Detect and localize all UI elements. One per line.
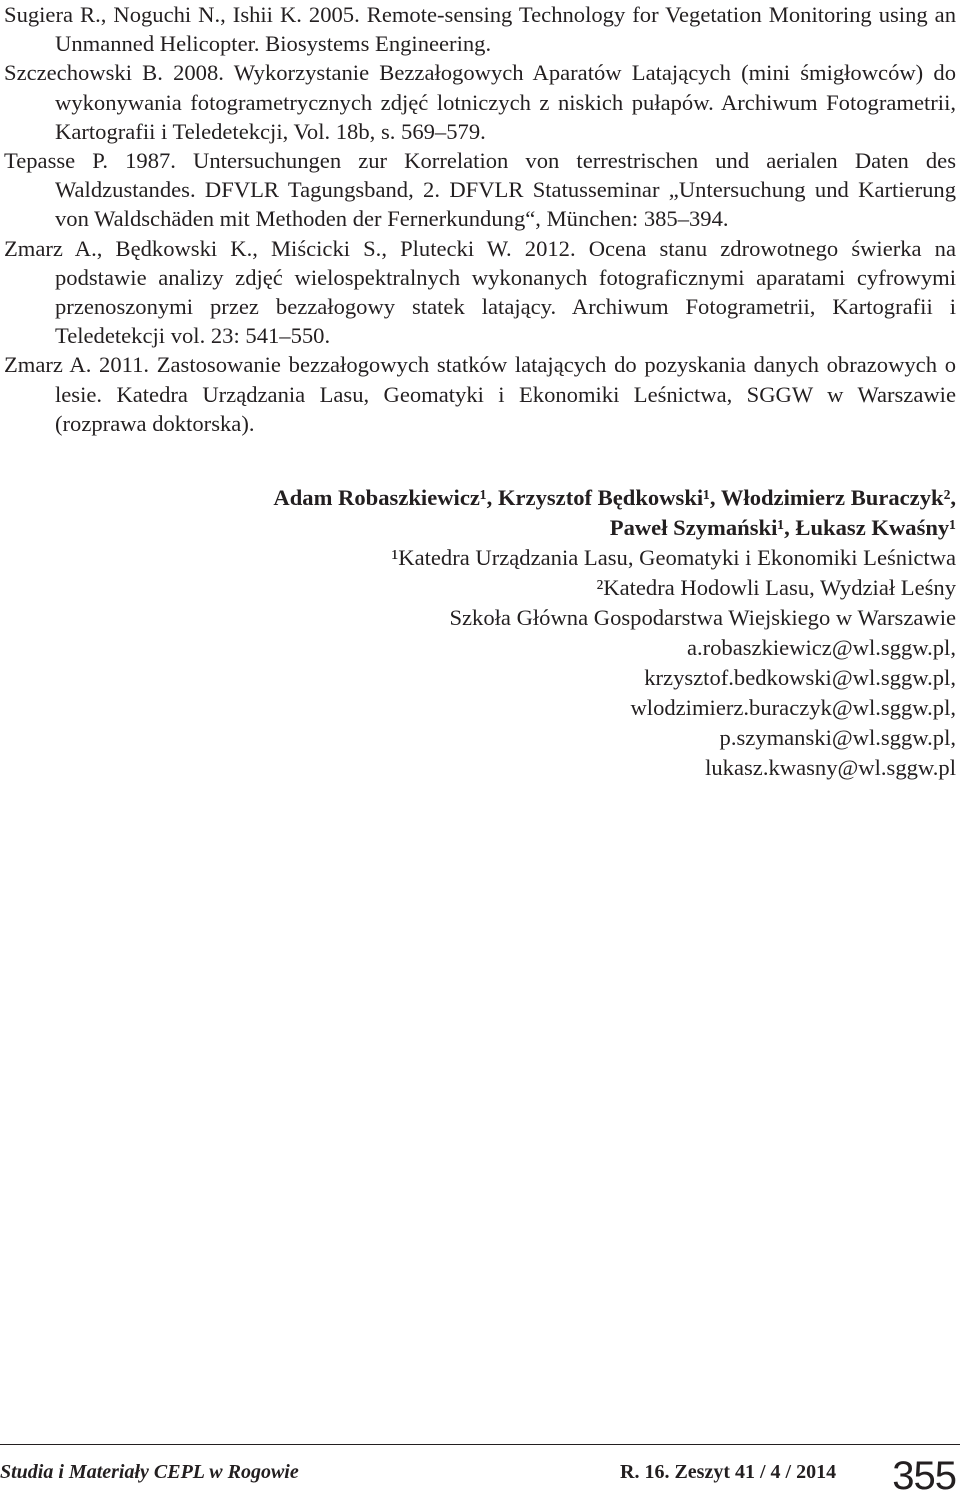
reference-item: Szczechowski B. 2008. Wykorzystanie Bezzałogowych Aparatów Latających (mini śmigłowców) do wykonywania fotogrametrycznych zdjęć lotniczych z niskich pułapów. Archiwum Fotogrametrii, Kartografii i Teledetekcji, Vol. 18b, s. 569–579.	[4, 60, 956, 144]
reference-item: Sugiera R., Noguchi N., Ishii K. 2005. Remote-sensing Technology for Vegetation Monitoring using an Unmanned Helicopter. Biosystems Engineering.	[4, 2, 956, 57]
issue-info: R. 16. Zeszyt 41 / 4 / 2014	[620, 1461, 837, 1483]
email-link[interactable]: lukasz.kwasny@wl.sggw.pl	[705, 755, 956, 780]
author-names-line-1: Adam Robaszkiewicz¹, Krzysztof Będkowski¹, Włodzimierz Buraczyk²,	[273, 485, 956, 510]
institution: Szkoła Główna Gospodarstwa Wiejskiego w Warszawie	[449, 605, 956, 630]
email-link[interactable]: p.szymanski@wl.sggw.pl,	[719, 725, 956, 750]
author-block	[56, 483, 956, 783]
reference-item: Zmarz A., Będkowski K., Miścicki S., Plutecki W. 2012. Ocena stanu zdrowotnego świerka na podstawie analizy zdjęć wielospektralnych wykonanych fotograficznymi aparatami cyfrowymi przenoszonymi przez bezzałogowy statek latający. Archiwum Fotogrametrii, Kartografii i Teledetekcji vol. 23: 541–550.	[4, 235, 956, 349]
reference-item: Zmarz A. 2011. Zastosowanie bezzałogowych statków latających do pozyskania danych obrazowych o lesie. Katedra Urządzania Lasu, Geomatyki i Ekonomiki Leśnictwa, SGGW w Warszawie (rozprawa doktorska).	[4, 352, 956, 436]
email-link[interactable]: wlodzimierz.buraczyk@wl.sggw.pl,	[630, 695, 956, 720]
email-link[interactable]: a.robaszkiewicz@wl.sggw.pl,	[686, 635, 956, 660]
page-number: 355	[892, 1454, 956, 1498]
author-names-line-2: Paweł Szymański¹, Łukasz Kwaśny¹	[609, 515, 956, 540]
affiliation-2: ²Katedra Hodowli Lasu, Wydział Leśny	[596, 575, 956, 600]
affiliation-1: ¹Katedra Urządzania Lasu, Geomatyki i Ekonomiki Leśnictwa	[391, 545, 956, 570]
email-link[interactable]: krzysztof.bedkowski@wl.sggw.pl,	[644, 665, 956, 690]
reference-list	[4, 0, 956, 438]
reference-item: Tepasse P. 1987. Untersuchungen zur Korrelation von terrestrischen und aerialen Daten des Waldzustandes. DFVLR Tagungsband, 2. DFVLR Statusseminar „Untersuchung und Kartierung von Waldschäden mit Methoden der Fernerkundung“, München: 385–394.	[4, 148, 956, 232]
journal-title: Studia i Materiały CEPL w Rogowie	[0, 1461, 299, 1483]
footer-divider	[0, 1444, 960, 1445]
